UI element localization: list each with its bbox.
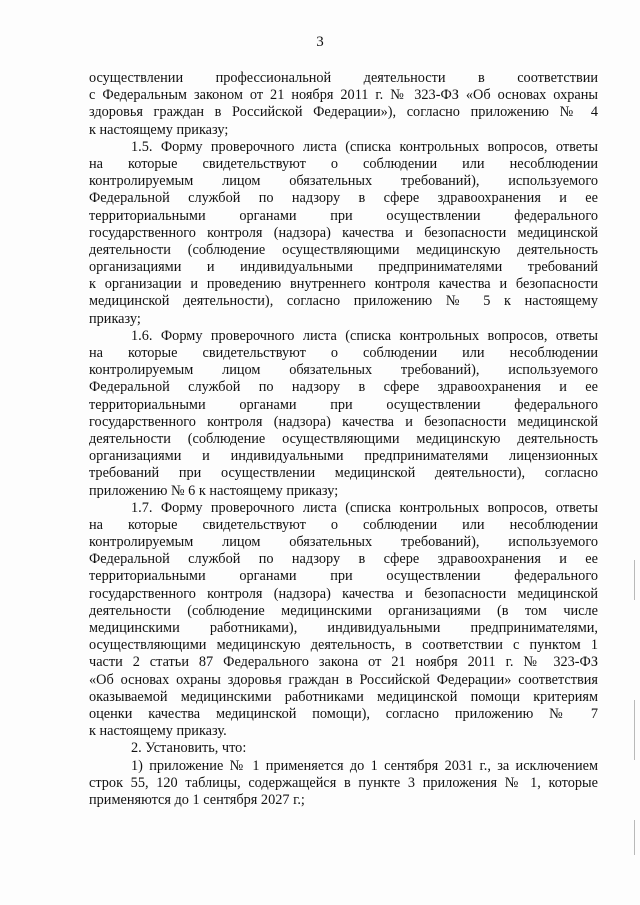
text-line: 1) приложение № 1 применяется до 1 сентября 2031 г., за исключением (131, 757, 598, 774)
text-line: территориальными органами при осуществлении федерального (89, 396, 598, 413)
text-line: осуществляющими медицинскую деятельность, в соответствии с пунктом 1 (89, 637, 598, 654)
text-line: 2. Установить, что: (131, 740, 247, 757)
text-line: с Федеральным законом от 21 ноября 2011 г. № 323-ФЗ «Об основах охраны (89, 87, 598, 104)
scan-edge-mark (634, 560, 635, 600)
text-line: деятельности (соблюдение осуществляющими медицинскую деятельность (89, 430, 598, 447)
text-line: к настоящему приказу; (89, 121, 229, 138)
text-line: к организации и проведению внутреннего контроля качества и безопасности (89, 276, 598, 293)
text-line: Федеральной службой по надзору в сфере здравоохранения и ее (89, 379, 598, 396)
document-body (89, 70, 598, 809)
text-line: «Об основах охраны здоровья граждан в Российской Федерации» соответствия (89, 671, 598, 688)
text-line: 1.6. Форму проверочного листа (списка контрольных вопросов, ответы (131, 327, 598, 344)
text-line: территориальными органами при осуществлении федерального (89, 207, 598, 224)
text-line: оценки качества медицинской помощи), согласно приложению № 7 (89, 705, 598, 722)
text-line: организациями и индивидуальными предпринимателями требований (89, 259, 598, 276)
text-line: 1.7. Форму проверочного листа (списка контрольных вопросов, ответы (131, 499, 598, 516)
text-line: здоровья граждан в Российской Федерации»), согласно приложению № 4 (89, 104, 598, 121)
text-line: на которые свидетельствуют о соблюдении или несоблюдении (89, 516, 598, 533)
text-line: государственного контроля (надзора) качества и безопасности медицинской (89, 585, 598, 602)
text-line: контролируемым лицом обязательных требований), используемого (89, 362, 598, 379)
text-line: территориальными органами при осуществлении федерального (89, 568, 598, 585)
text-line: части 2 статьи 87 Федерального закона от 21 ноября 2011 г. № 323-ФЗ (89, 654, 598, 671)
text-line: деятельности (соблюдение осуществляющими медицинскую деятельность (89, 241, 598, 258)
text-line: строк 55, 120 таблицы, содержащейся в пункте 3 приложения № 1, которые (89, 774, 598, 791)
text-line: приложению № 6 к настоящему приказу; (89, 482, 339, 499)
text-line: приказу; (89, 310, 141, 327)
text-line: на которые свидетельствуют о соблюдении или несоблюдении (89, 345, 598, 361)
text-line: оказываемой медицинскими работниками медицинской помощи критериям (89, 688, 598, 705)
text-line: государственного контроля (надзора) качества и безопасности медицинской (89, 224, 598, 241)
text-line: организациями и индивидуальными предпринимателями лицензионных (89, 448, 598, 465)
text-line: на которые свидетельствуют о соблюдении или несоблюдении (89, 155, 598, 172)
text-line: к настоящему приказу. (89, 723, 227, 740)
text-line: медицинскими работниками), индивидуальными предпринимателями, (89, 620, 598, 636)
text-line: 1.5. Форму проверочного листа (списка контрольных вопросов, ответы (131, 138, 598, 155)
text-line: контролируемым лицом обязательных требований), используемого (89, 173, 598, 190)
page-number: 3 (316, 34, 324, 50)
text-line: государственного контроля (надзора) качества и безопасности медицинской (89, 413, 598, 430)
text-line: требований при осуществлении медицинской деятельности), согласно (89, 465, 598, 482)
text-line: медицинской деятельности), согласно приложению № 5 к настоящему (89, 293, 598, 310)
scan-edge-mark (634, 820, 635, 855)
text-line: Федеральной службой по надзору в сфере здравоохранения и ее (89, 551, 598, 568)
text-line: осуществлении профессиональной деятельности в соответствии (89, 70, 598, 86)
text-line: Федеральной службой по надзору в сфере здравоохранения и ее (89, 190, 598, 207)
text-line: деятельности (соблюдение медицинскими организациями (в том числе (89, 602, 598, 619)
scan-edge-mark (634, 700, 635, 760)
text-line: применяются до 1 сентября 2027 г.; (89, 791, 305, 808)
text-line: контролируемым лицом обязательных требований), используемого (89, 534, 598, 551)
